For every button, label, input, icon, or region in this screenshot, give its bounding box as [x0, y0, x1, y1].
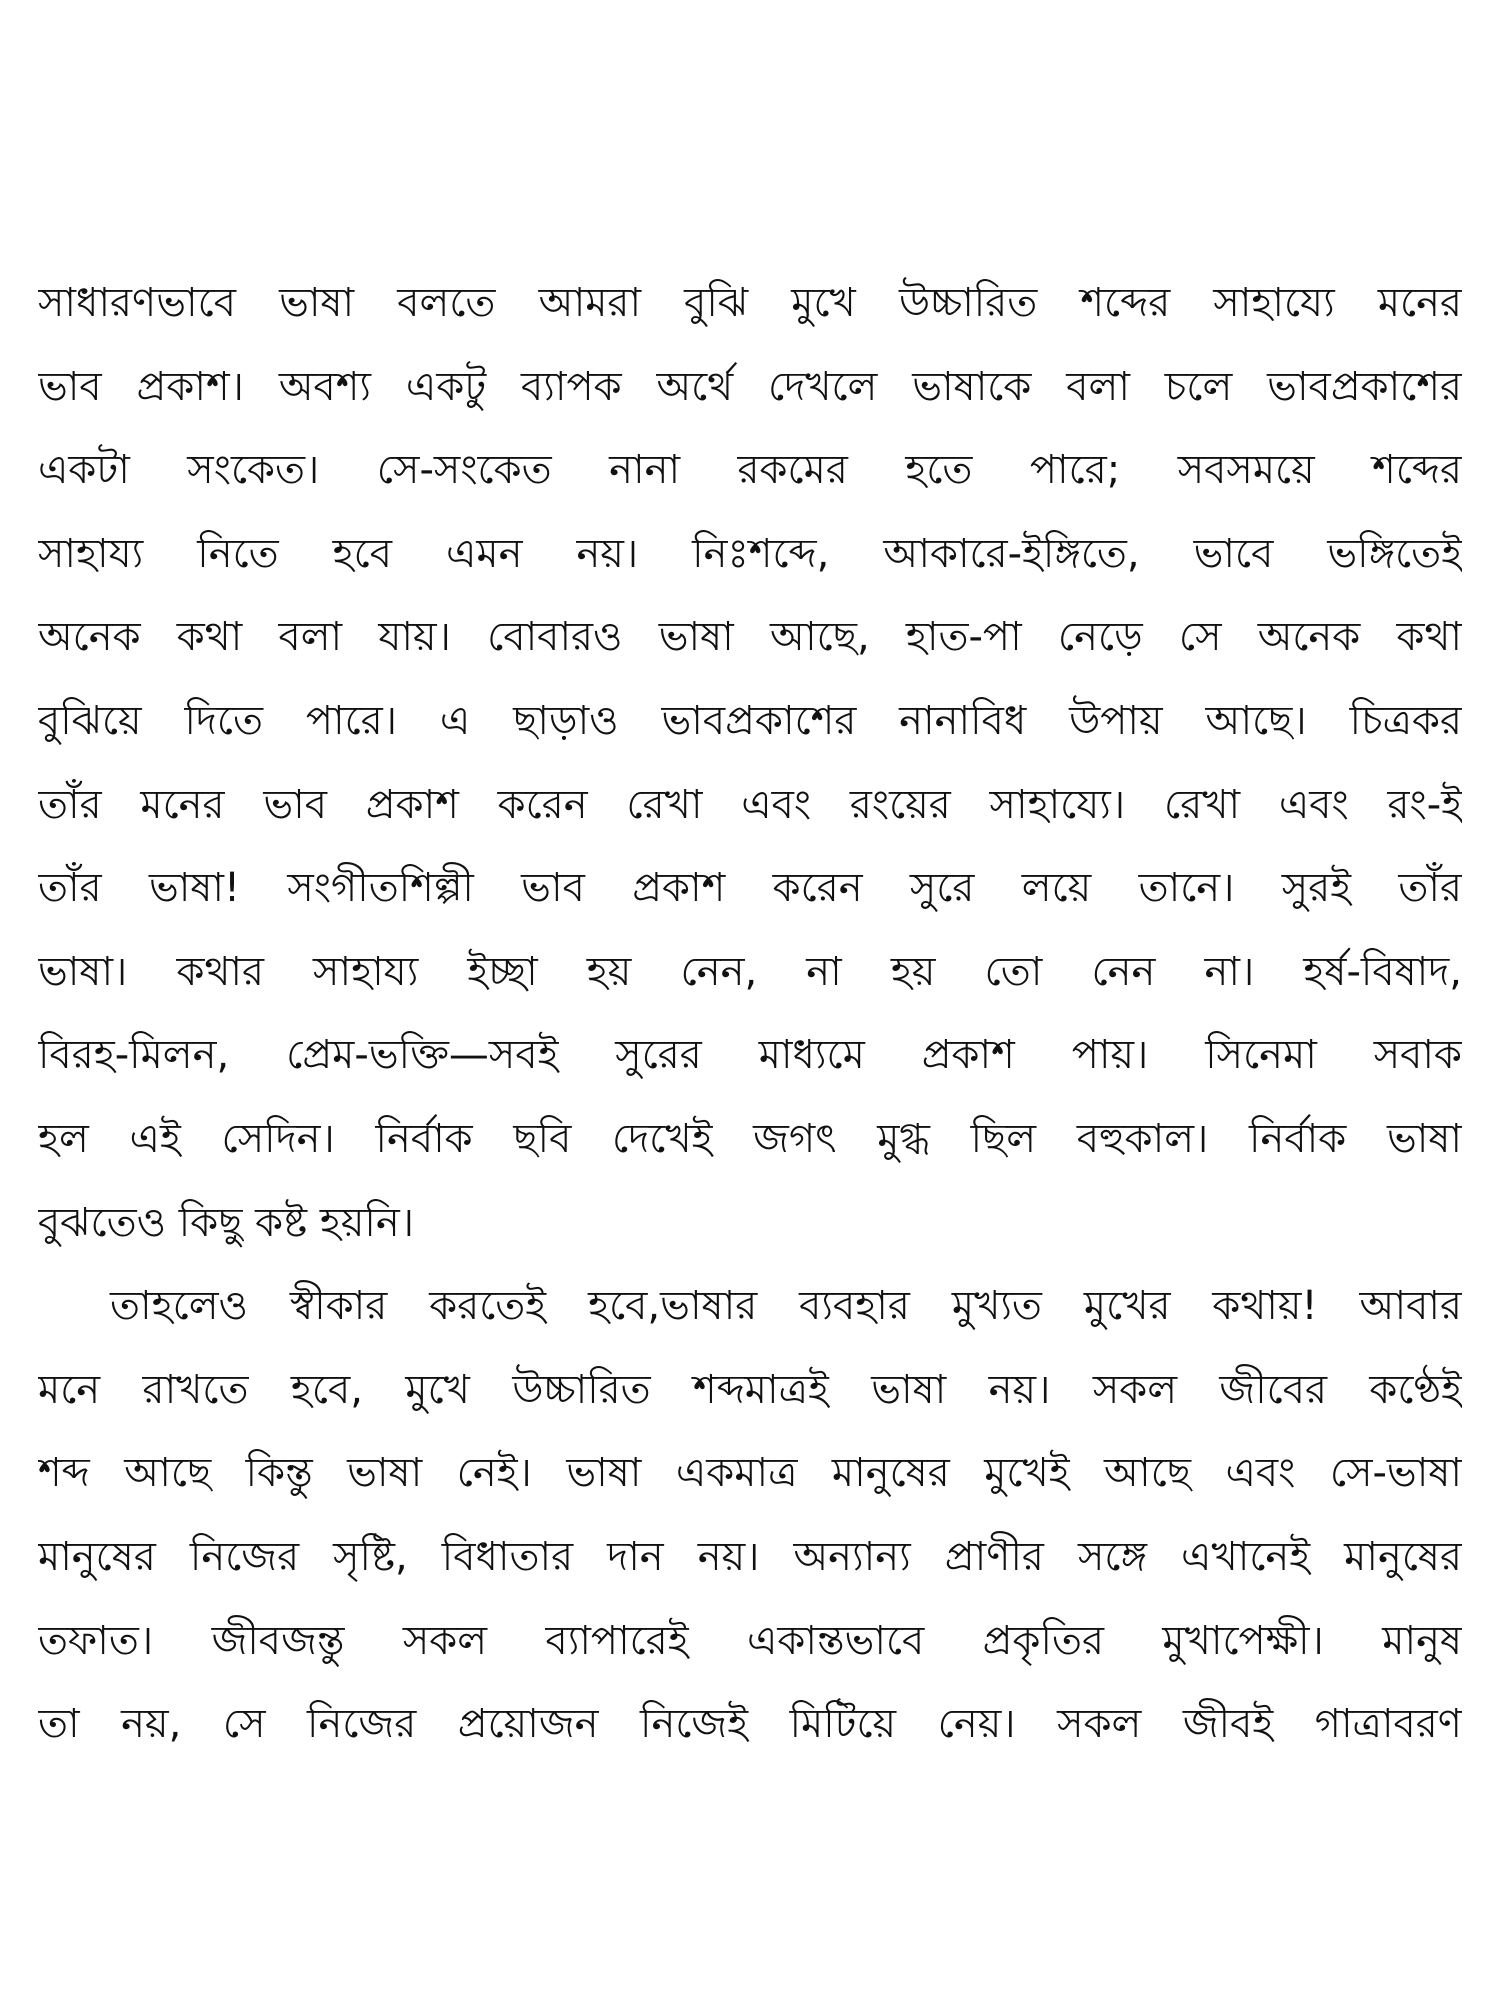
- text-line-2: ভাব প্রকাশ। অবশ্য একটু ব্যাপক অর্থে দেখলে ভাষাকে বলা চলে ভাবপ্রকাশের: [38, 363, 1462, 410]
- text-line-1: সাধারণভাবে ভাষা বলতে আমরা বুঝি মুখে উচ্চারিত শব্দের সাহায্যে মনের: [38, 280, 1462, 326]
- text-line-13: তাহলেও স্বীকার করতেই হবে,ভাষার ব্যবহার মুখ্যত মুখের কথায়! আবার: [110, 1283, 1462, 1330]
- text-line-16: মানুষের নিজের সৃষ্টি, বিধাতার দান নয়। অন্যান্য প্রাণীর সঙ্গে এখানেই মানুষের: [38, 1533, 1462, 1580]
- text-line-4: সাহায্য নিতে হবে এমন নয়। নিঃশব্দে, আকারে-ইঙ্গিতে, ভাবে ভঙ্গিতেই: [38, 530, 1462, 577]
- text-line-11: হল এই সেদিন। নির্বাক ছবি দেখেই জগৎ মুগ্ধ ছিল বহুকাল। নির্বাক ভাষা: [38, 1115, 1462, 1162]
- text-line-14: মনে রাখতে হবে, মুখে উচ্চারিত শব্দমাত্রই ভাষা নয়। সকল জীবের কণ্ঠেই: [38, 1366, 1462, 1413]
- text-line-5: অনেক কথা বলা যায়। বোবারও ভাষা আছে, হাত-পা নেড়ে সে অনেক কথা: [38, 614, 1462, 661]
- text-line-6: বুঝিয়ে দিতে পারে। এ ছাড়াও ভাবপ্রকাশের নানাবিধ উপায় আছে। চিত্রকর: [38, 697, 1462, 744]
- text-line-9: ভাষা। কথার সাহায্য ইচ্ছা হয় নেন, না হয় তো নেন না। হর্ষ-বিষাদ,: [38, 948, 1462, 995]
- text-line-8: তাঁর ভাষা! সংগীতশিল্পী ভাব প্রকাশ করেন সুরে লয়ে তানে। সুরই তাঁর: [38, 865, 1462, 912]
- text-line-17: তফাত। জীবজন্তু সকল ব্যাপারেই একান্তভাবে প্রকৃতির মুখাপেক্ষী। মানুষ: [38, 1617, 1462, 1664]
- text-line-18: তা নয়, সে নিজের প্রয়োজন নিজেই মিটিয়ে নেয়। সকল জীবই গাত্রাবরণ: [38, 1701, 1462, 1748]
- text-line-10: বিরহ-মিলন, প্রেম-ভক্তি—সবই সুরের মাধ্যমে প্রকাশ পায়। সিনেমা সবাক: [38, 1032, 1462, 1079]
- text-line-15: শব্দ আছে কিন্তু ভাষা নেই। ভাষা একমাত্র মানুষের মুখেই আছে এবং সে-ভাষা: [38, 1450, 1462, 1497]
- text-line-7: তাঁর মনের ভাব প্রকাশ করেন রেখা এবং রংয়ের সাহায্যে। রেখা এবং রং-ই: [38, 781, 1462, 828]
- text-line-3: একটা সংকেত। সে-সংকেত নানা রকমের হতে পারে; সবসময়ে শব্দের: [38, 447, 1462, 494]
- body-text: [38, 262, 1462, 1767]
- text-line-12: বুঝতেও কিছু কষ্ট হয়নি।: [38, 1199, 415, 1246]
